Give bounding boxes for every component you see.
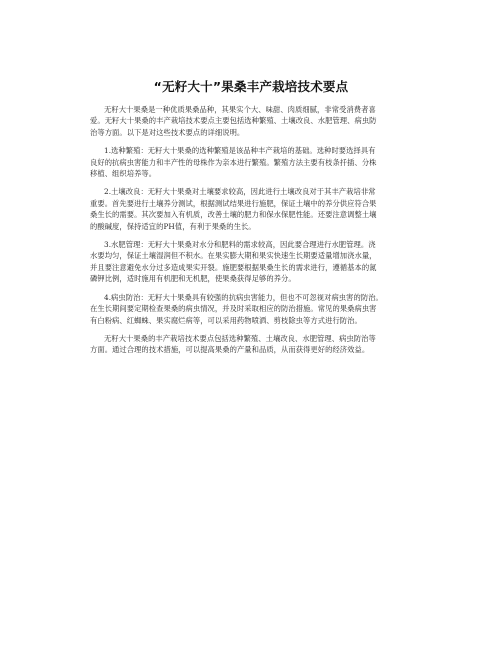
paragraph-line: 磷钾比例，适时施用有机肥和无机肥，使果桑获得足够的养分。 <box>90 274 296 284</box>
paragraph-line: 爱。无籽大十果桑的丰产栽培技术要点主要包括选种繁殖、土壤改良、水肥管理、病虫防 <box>90 116 377 126</box>
paragraph-line: 方面。通过合理的技术措施，可以提高果桑的产量和品质，从而获得更好的经济效益。 <box>90 345 370 355</box>
paragraph-line: 4.病虫防治：无籽大十果桑具有较强的抗病虫害能力，但也不可忽视对病虫害的防治。 <box>104 292 383 302</box>
document-title: “无籽大十”果桑丰产栽培技术要点 <box>153 79 349 94</box>
paragraph-line: 无籽大十果桑的丰产栽培技术要点包括选种繁殖、土壤改良、水肥管理、病虫防治等 <box>104 333 376 343</box>
paragraph-line: 有白粉病、红蜘蛛、果实腐烂病等，可以采用药物喷洒、剪枝除虫等方式进行防治。 <box>90 315 362 325</box>
paragraph-line: 良好的抗病虫害能力和丰产性的母株作为亲本进行繁殖。繁殖方法主要有枝条扦插、分株 <box>90 157 377 167</box>
paragraph-line: 并且要注意避免水分过多造成果实开裂。施肥要根据果桑生长的需求进行，遵循基本的氮 <box>90 262 377 272</box>
paragraph-line: 桑生长的需要。其次要加入有机质，改善土壤的肥力和保水保肥性能。还要注意调整土壤 <box>90 210 377 220</box>
paragraph-water-fertilizer <box>90 239 418 285</box>
paragraph-soil-improvement <box>90 186 418 232</box>
paragraph-line: 在生长期间要定期检查果桑的病虫情况，并及时采取相应的防治措施。常见的果桑病虫害 <box>90 304 377 314</box>
paragraph-line: 重要。首先要进行土壤养分测试，根据测试结果进行施肥，保证土壤中的养分供应符合果 <box>90 198 377 208</box>
paragraph-line: 治等方面。以下是对这些技术要点的详细说明。 <box>90 127 245 137</box>
paragraph-intro <box>90 104 418 138</box>
paragraph-line: 无籽大十果桑是一种优质果桑品种，其果实个大、味甜、肉质细腻，非常受消费者喜 <box>104 105 376 114</box>
paragraph-seed-selection <box>90 145 418 179</box>
document-body <box>90 104 418 363</box>
paragraph-pest-control <box>90 292 418 326</box>
paragraph-line: 2.土壤改良：无籽大十果桑对土壤要求较高，因此进行土壤改良对于其丰产栽培非常 <box>104 187 376 197</box>
paragraph-line: 3.水肥管理：无籽大十果桑对水分和肥料的需求较高，因此要合理进行水肥管理。浇 <box>104 240 376 250</box>
paragraph-conclusion <box>90 333 418 356</box>
paragraph-line: 1.选种繁殖：无籽大十果桑的选种繁殖是该品种丰产栽培的基础。选种时要选择具有 <box>104 146 376 156</box>
paragraph-line: 的酸碱度，保持适宜的PH值，有利于果桑的生长。 <box>90 221 256 231</box>
paragraph-line: 水要均匀，保证土壤湿润但不积水。在果实膨大期和果实快速生长期要适量增加浇水量， <box>90 251 377 261</box>
paragraph-line: 移植、组织培养等。 <box>90 169 157 179</box>
